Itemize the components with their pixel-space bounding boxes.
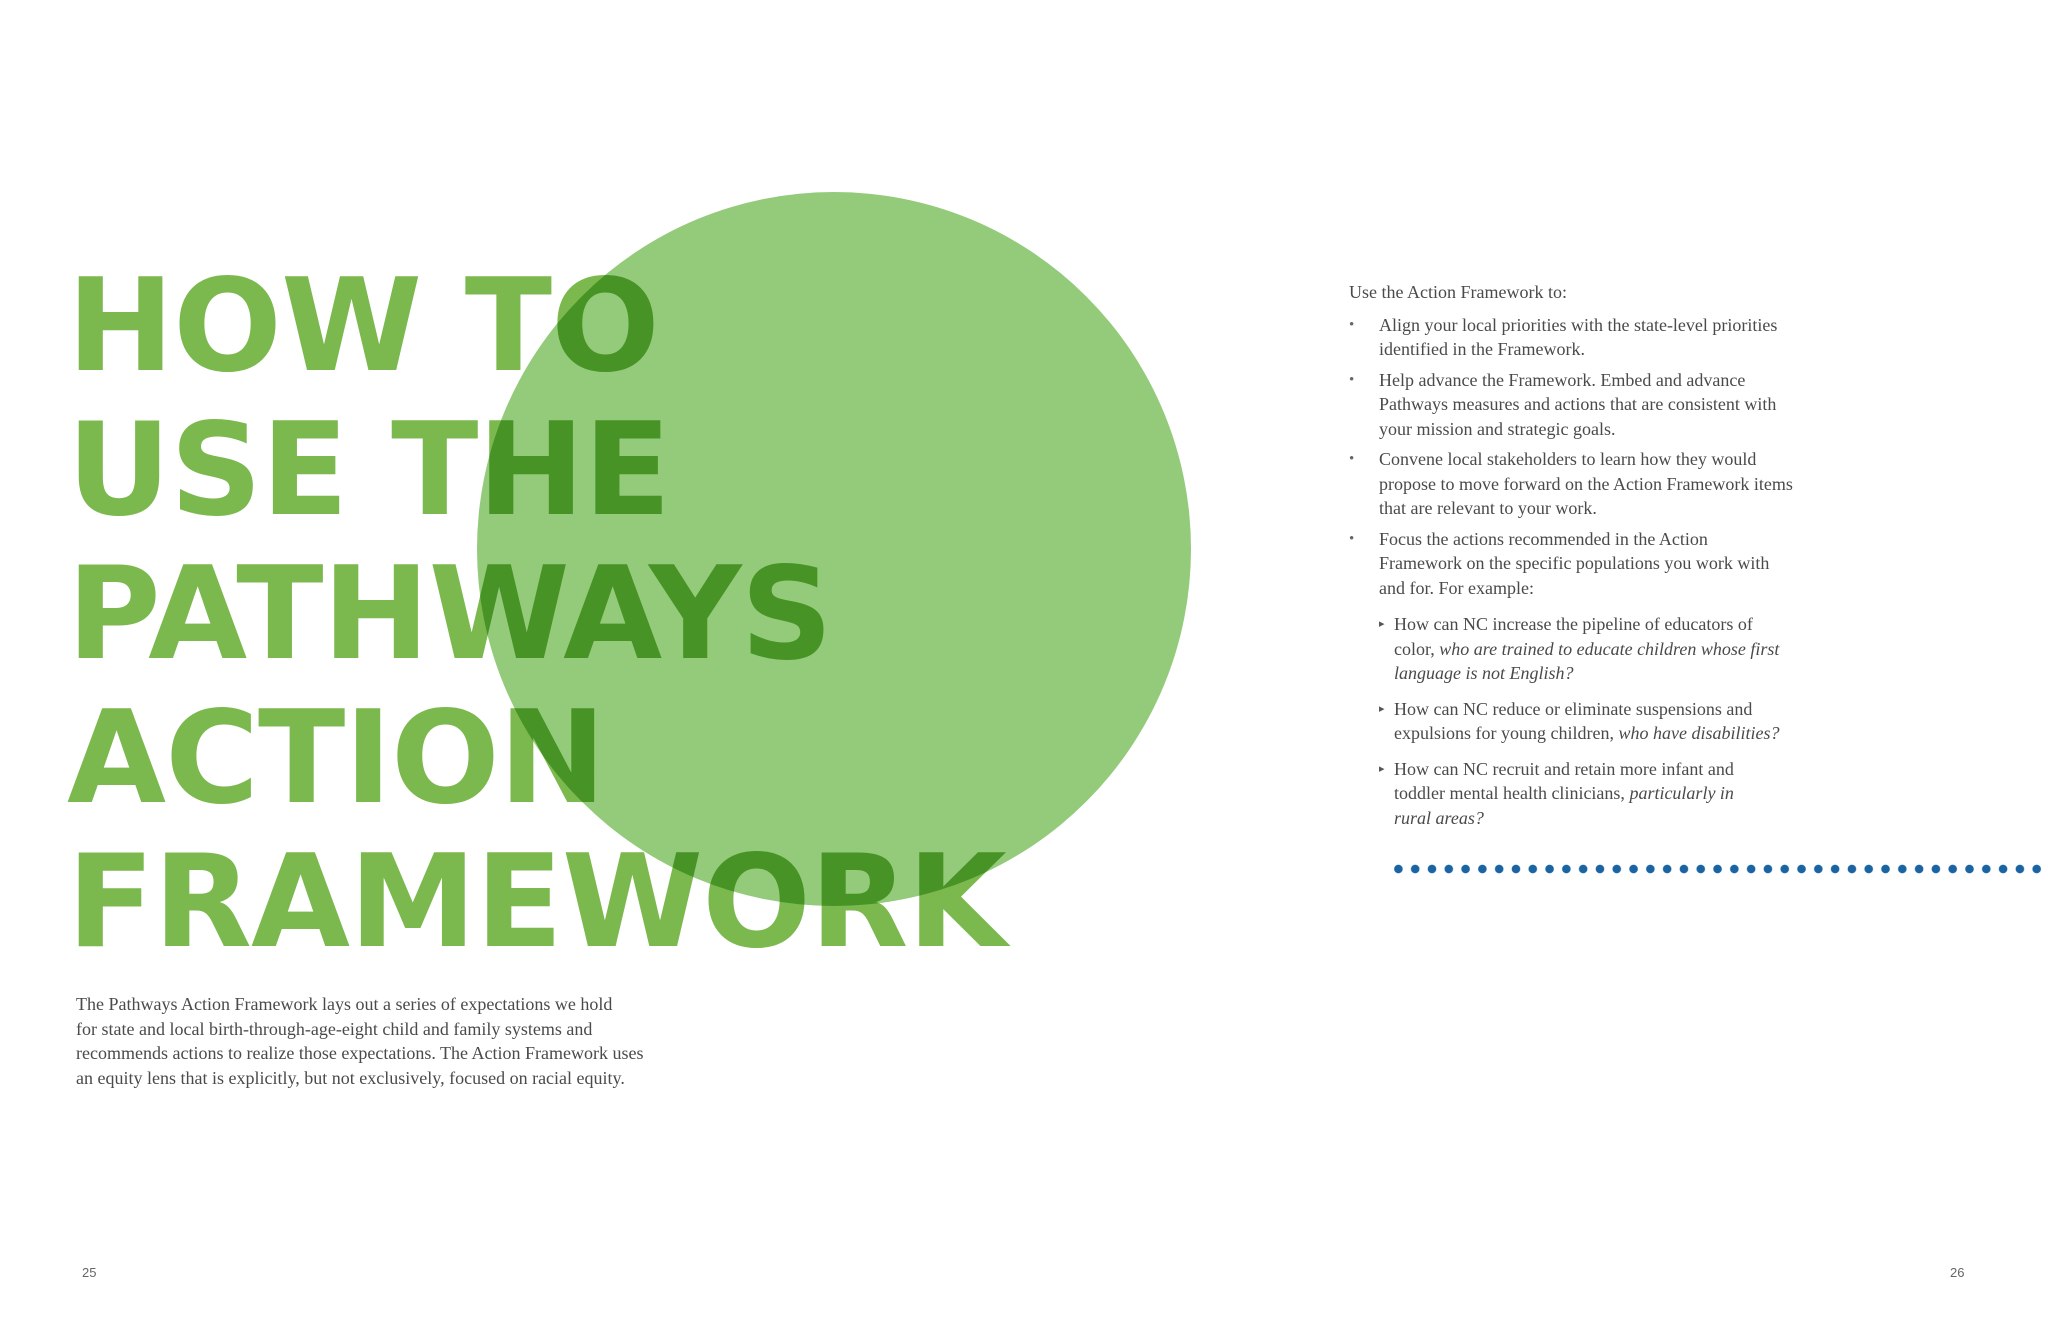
usage-section — [1349, 280, 1829, 841]
example-emphasis: language is not English? — [1394, 663, 1574, 683]
page-number-left: 25 — [82, 1265, 97, 1280]
example-item — [1379, 757, 1829, 831]
bullet-line: Align your local priorities with the state-level priorities — [1379, 314, 1778, 335]
title-line: ACTION — [67, 684, 605, 833]
example-item — [1379, 697, 1829, 746]
title-line: PATHWAYS — [67, 540, 832, 689]
example-emphasis: rural areas? — [1394, 807, 1484, 828]
example-emphasis: who have disabilities? — [1618, 723, 1780, 743]
title-line: USE THE — [67, 396, 670, 545]
example-item — [1379, 612, 1829, 686]
bullet-line: that are relevant to your work. — [1379, 498, 1597, 518]
example-emphasis: who are trained to educate children whose first — [1439, 638, 1780, 659]
intro-line: for state and local birth-through-age-eight child and family systems and — [76, 1018, 593, 1039]
example-line: How can NC recruit and retain more infant and — [1394, 758, 1734, 779]
intro-line: recommends actions to realize those expectations. The Action Framework uses — [76, 1043, 644, 1063]
usage-bullet — [1349, 447, 1829, 521]
usage-lead: Use the Action Framework to: — [1349, 282, 1567, 302]
usage-bullet — [1349, 368, 1829, 442]
bullet-line: propose to move forward on the Action Framework items — [1379, 473, 1793, 494]
example-line: color, — [1394, 638, 1440, 659]
intro-line: an equity lens that is explicitly, but not exclusively, focused on racial equity. — [76, 1067, 625, 1088]
intro-line: The Pathways Action Framework lays out a series of expectations we hold — [76, 994, 613, 1014]
example-emphasis: particularly in — [1629, 783, 1734, 803]
example-line: How can NC increase the pipeline of educators of — [1394, 614, 1753, 634]
bullet-line: and for. For example: — [1379, 577, 1534, 598]
bullet-line: Pathways measures and actions that are consistent with — [1379, 394, 1777, 414]
page-number-right: 26 — [1950, 1265, 1965, 1280]
dotted-divider — [1390, 863, 2048, 875]
title-line: HOW TO — [67, 252, 659, 401]
usage-bullet-list — [1349, 313, 1829, 831]
usage-bullet — [1349, 313, 1829, 362]
example-line: How can NC reduce or eliminate suspensions and — [1394, 698, 1753, 719]
example-list — [1379, 612, 1829, 830]
bullet-line: Help advance the Framework. Embed and advance — [1379, 369, 1746, 390]
intro-paragraph — [76, 992, 676, 1090]
page-title — [67, 252, 1006, 977]
bullet-line: Convene local stakeholders to learn how they would — [1379, 449, 1757, 469]
example-line: expulsions for young children, — [1394, 723, 1619, 743]
usage-bullet — [1349, 527, 1829, 831]
bullet-line: Framework on the specific populations you work with — [1379, 553, 1770, 573]
bullet-line: identified in the Framework. — [1379, 339, 1585, 359]
bullet-line: Focus the actions recommended in the Action — [1379, 528, 1708, 549]
title-line: FRAMEWORK — [67, 828, 1006, 977]
bullet-line: your mission and strategic goals. — [1379, 418, 1616, 439]
example-line: toddler mental health clinicians, — [1394, 783, 1630, 803]
